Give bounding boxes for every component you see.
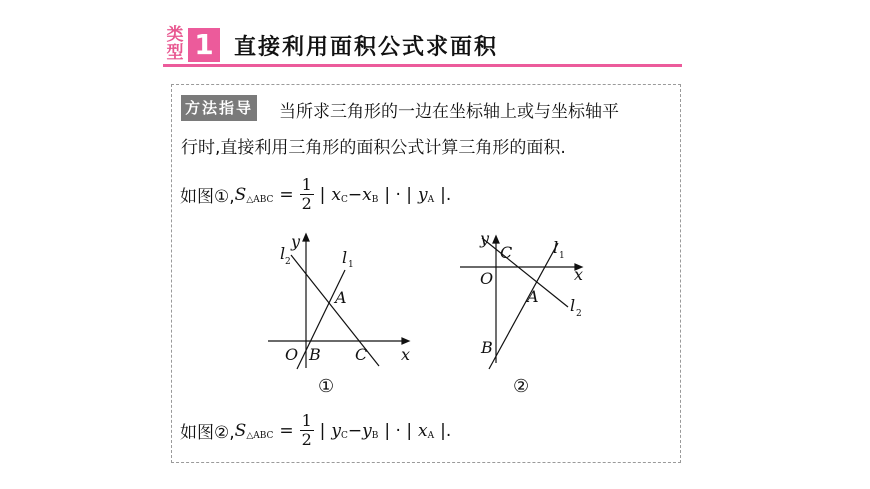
fig2-label-l1: l xyxy=(553,238,559,257)
var-3-subscript: A xyxy=(427,194,435,205)
var-2: x xyxy=(362,184,372,205)
fig2-caption: ② xyxy=(513,376,530,397)
fraction-numerator: 1 xyxy=(301,411,312,430)
fig1-label-l1: l xyxy=(342,248,348,267)
minus-sign: − xyxy=(347,420,363,441)
fig2-label-l2-sub: 2 xyxy=(576,309,582,319)
fig1-caption: ① xyxy=(318,376,335,397)
fig1-line-l1 xyxy=(297,270,345,369)
equals-sign: = xyxy=(279,420,294,441)
fig2-label-b: B xyxy=(481,338,493,357)
method-tag: 方法指导 xyxy=(181,95,257,121)
fig1-label-a: A xyxy=(335,288,347,307)
fig1-label-o: O xyxy=(285,345,299,364)
fig2-label-x: x xyxy=(574,265,584,284)
var-3: y xyxy=(418,184,428,205)
fig2-label-c: C xyxy=(500,243,513,262)
var-3-subscript: A xyxy=(427,430,435,441)
var-1: y xyxy=(331,420,341,441)
var-2-subscript: B xyxy=(371,194,379,205)
fig1-label-l2-sub: 2 xyxy=(285,257,291,267)
section-title: 直接利用面积公式求面积 xyxy=(234,35,499,60)
abs-middle: | · | xyxy=(384,420,413,441)
fig1-label-l1-sub: 1 xyxy=(348,260,354,270)
abs-open: | xyxy=(319,184,326,205)
fig1-label-c: C xyxy=(355,345,368,364)
fraction-denominator: 2 xyxy=(301,430,312,449)
var-2-subscript: B xyxy=(371,430,379,441)
formula-figure-2 xyxy=(180,412,451,449)
area-subscript: △ABC xyxy=(246,194,274,205)
fig1-label-x: x xyxy=(401,345,411,364)
var-1: x xyxy=(331,184,341,205)
fig1-label-l2: l xyxy=(280,244,286,263)
abs-close: |. xyxy=(440,184,452,205)
fig2-label-y: y xyxy=(480,229,490,248)
type-number-badge: 1 xyxy=(188,28,220,62)
minus-sign: − xyxy=(347,184,363,205)
abs-close: |. xyxy=(440,420,452,441)
fig2-label-o: O xyxy=(480,269,494,288)
fraction-denominator: 2 xyxy=(301,194,312,213)
fraction-half xyxy=(300,412,314,449)
var-3: x xyxy=(418,420,428,441)
fig1-label-y: y xyxy=(291,232,301,251)
area-subscript: △ABC xyxy=(246,430,274,441)
fig2-y-arrow xyxy=(493,236,499,243)
fig2-label-l2: l xyxy=(570,296,576,315)
fraction-numerator: 1 xyxy=(301,175,312,194)
formula-prefix: 如图②, xyxy=(180,423,235,443)
var-1-subscript: C xyxy=(341,430,348,441)
abs-open: | xyxy=(319,420,326,441)
method-text-line-1: 当所求三角形的一边在坐标轴上或与坐标轴平 xyxy=(279,102,619,122)
type-label-char-1: 类 xyxy=(166,25,184,45)
var-2: y xyxy=(362,420,372,441)
fig2-label-a: A xyxy=(527,287,539,306)
method-text-line-2: 行时,直接利用三角形的面积公式计算三角形的面积. xyxy=(181,138,566,158)
area-symbol: S xyxy=(234,184,247,205)
fig1-label-b: B xyxy=(309,345,321,364)
fig1-x-arrow xyxy=(402,338,409,344)
type-label-char-2: 型 xyxy=(166,43,184,63)
equals-sign: = xyxy=(279,184,294,205)
fig2-label-l1-sub: 1 xyxy=(559,251,565,261)
abs-middle: | · | xyxy=(384,184,413,205)
var-1-subscript: C xyxy=(340,194,348,205)
area-symbol: S xyxy=(234,420,247,441)
formula-prefix: 如图①, xyxy=(180,187,235,207)
fig1-y-arrow xyxy=(303,234,309,241)
